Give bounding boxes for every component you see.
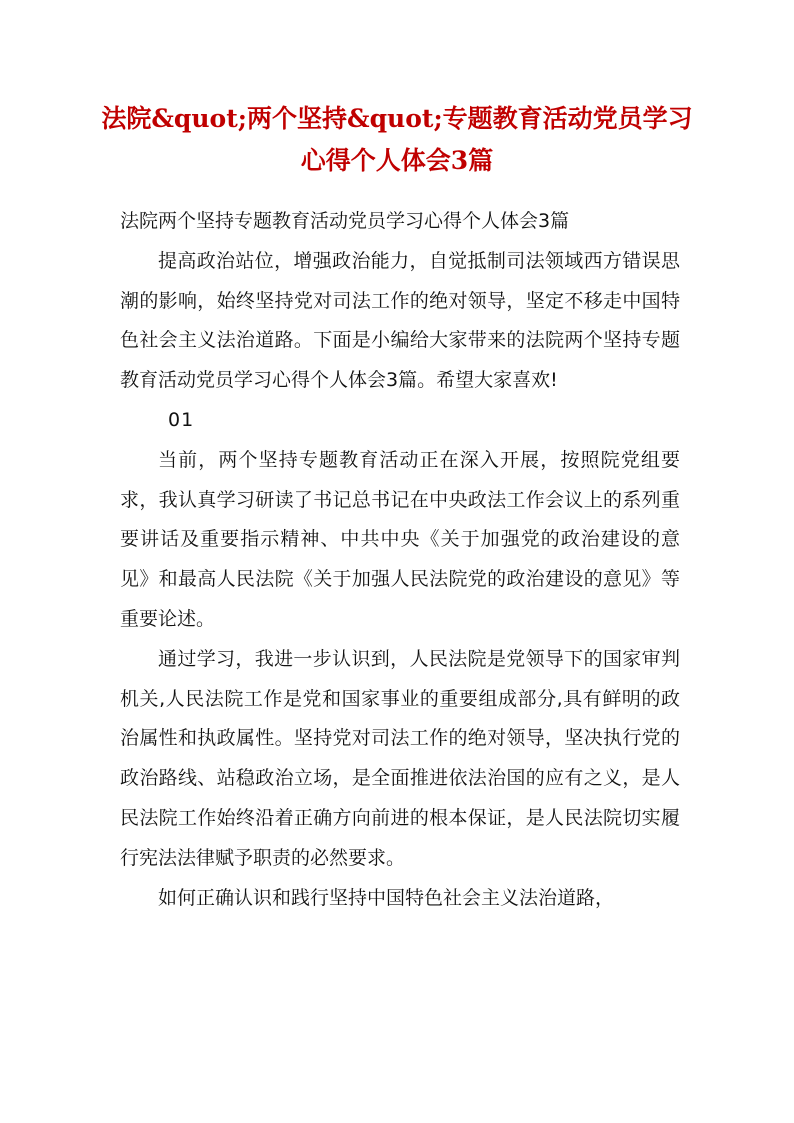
subtitle-paragraph: 法院两个坚持专题教育活动党员学习心得个人体会3篇 bbox=[120, 210, 570, 232]
body-paragraph: 通过学习，我进一步认识到，人民法院是党领导下的国家审判机关,人民法院工作是党和国家事业的重要组成部分,具有鲜明的政治属性和执政属性。坚持党对司法工作的绝对领导，坚决执行党的政治路线、站稳政治立场，是全面推进依法治国的应有之义，是人民法院工作始终沿着正确方向前进的根本保证，是人民法院切实履行宪法法律赋予职责的必然要求。 bbox=[120, 647, 680, 869]
body-paragraph: 如何正确认识和践行坚持中国特色社会主义法治道路， bbox=[158, 886, 615, 909]
body-paragraph: 当前，两个坚持专题教育活动正在深入开展，按照院党组要求，我认真学习研读了书记总书记在中央政法工作会议上的系列重要讲话及重要指示精神、中共中央《关于加强党的政治建设的意见》和最高人民法院《关于加强人民法院党的政治建设的意见》等重要论述。 bbox=[120, 448, 680, 630]
section-number: 01 bbox=[168, 408, 195, 431]
intro-paragraph: 提高政治站位，增强政治能力，自觉抵制司法领域西方错误思潮的影响，始终坚持党对司法工作的绝对领导，坚定不移走中国特色社会主义法治道路。下面是小编给大家带来的法院两个坚持专题教育活动党员学习心得个人体会3篇。希望大家喜欢! bbox=[120, 249, 680, 392]
document-body bbox=[120, 202, 680, 918]
document-title: 法院&quot;两个坚持&quot;专题教育活动党员学习心得个人体会3篇 bbox=[101, 104, 693, 175]
